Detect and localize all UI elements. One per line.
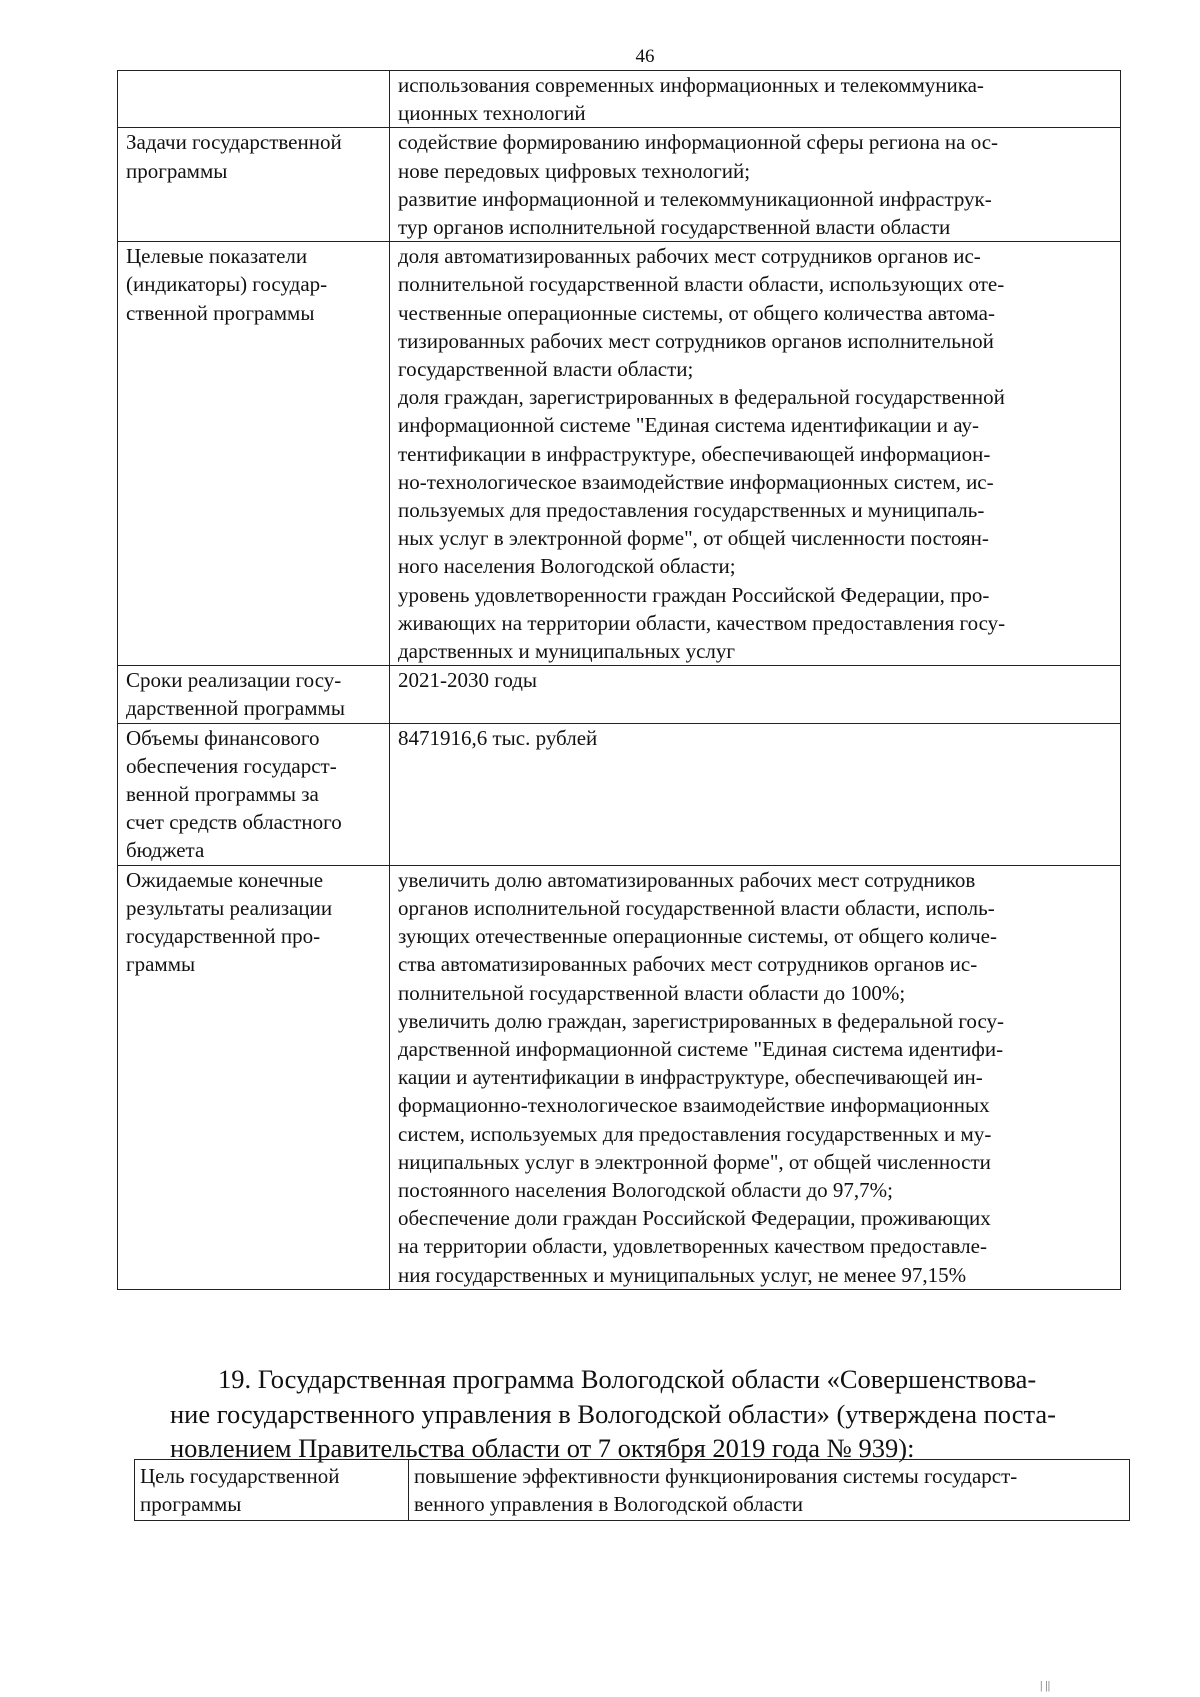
row-label: Ожидаемые конечные результаты реализации государственной про- граммы: [118, 865, 390, 1289]
table-row: [118, 128, 1121, 242]
row-content: 2021-2030 годы: [390, 666, 1121, 723]
table-row: [118, 865, 1121, 1289]
section-line-2: ние государственного управления в Вологодской области» (утверждена поста-: [170, 1398, 1056, 1429]
table-row: [118, 242, 1121, 666]
scan-marks: | ||: [1040, 1678, 1051, 1692]
table-row: [118, 723, 1121, 865]
row-label: Сроки реализации госу- дарственной программы: [118, 666, 390, 723]
row-content: использования современных информационных и телекоммуника- ционных технологий: [390, 71, 1121, 128]
row-content: 8471916,6 тыс. рублей: [390, 723, 1121, 865]
row-content: повышение эффективности функционирования системы государст- венного управления в Вологодской области: [409, 1460, 1130, 1521]
second-program-table: [134, 1459, 1130, 1521]
row-label: Задачи государственной программы: [118, 128, 390, 242]
row-label: [118, 71, 390, 128]
row-content: содействие формированию информационной сферы региона на ос- нове передовых цифровых технологий; развитие информационной и телекоммуникационной инфраструк- тур органов исполнительной государственной власти области: [390, 128, 1121, 242]
row-content: доля автоматизированных рабочих мест сотрудников органов ис- полнительной государственной власти области, использующих оте- чественные операционные системы, от общего количества автома- тизированных рабочих мест сотрудников органов исполнительной государственной власти области; доля граждан, зарегистрированных в федеральной государственной информационной системе "Единая система идентификации и ау- тентификации в инфраструктуре, обеспечивающей информацион- но-технологическое взаимодействие информационных систем, ис- пользуемых для предоставления государственных и муниципаль- ных услуг в электронной форме", от общей численности постоян- ного населения Вологодской области; уровень удовлетворенности граждан Российской Федерации, про- живающих на территории области, качеством предоставления госу- дарственных и муниципальных услуг: [390, 242, 1121, 666]
table-row: [118, 71, 1121, 128]
table-row: [135, 1460, 1130, 1521]
row-label: Цель государственной программы: [135, 1460, 409, 1521]
program-passport-table: [117, 70, 1121, 1290]
section-heading: [170, 1362, 1130, 1466]
row-label: Целевые показатели (индикаторы) государ- ственной программы: [118, 242, 390, 666]
row-content: увеличить долю автоматизированных рабочих мест сотрудников органов исполнительной государственной власти области, исполь- зующих отечественные операционные системы, от общего количе- ства автоматизированных рабочих мест сотрудников органов ис- полнительной государственной власти области до 100%; увеличить долю граждан, зарегистрированных в федеральной госу- дарственной информационной системе "Единая система идентифи- кации и аутентификации в инфраструктуре, обеспечивающей ин- формационно-технологическое взаимодействие информационных систем, используемых для предоставления государственных и му- ниципальных услуг в электронной форме", от общей численности постоянного населения Вологодской области до 97,7%; обеспечение доли граждан Российской Федерации, проживающих на территории области, удовлетворенных качеством предоставле- ния государственных и муниципальных услуг, не менее 97,15%: [390, 865, 1121, 1289]
section-line-3: новлением Правительства области от 7 октября 2019 года № 939):: [170, 1433, 915, 1463]
section-line-1: 19. Государственная программа Вологодской области «Совершенствова-: [218, 1364, 1037, 1394]
table-row: [118, 666, 1121, 723]
row-label: Объемы финансового обеспечения государст- венной программы за счет средств областного бюджета: [118, 723, 390, 865]
page-number: 46: [635, 46, 655, 67]
